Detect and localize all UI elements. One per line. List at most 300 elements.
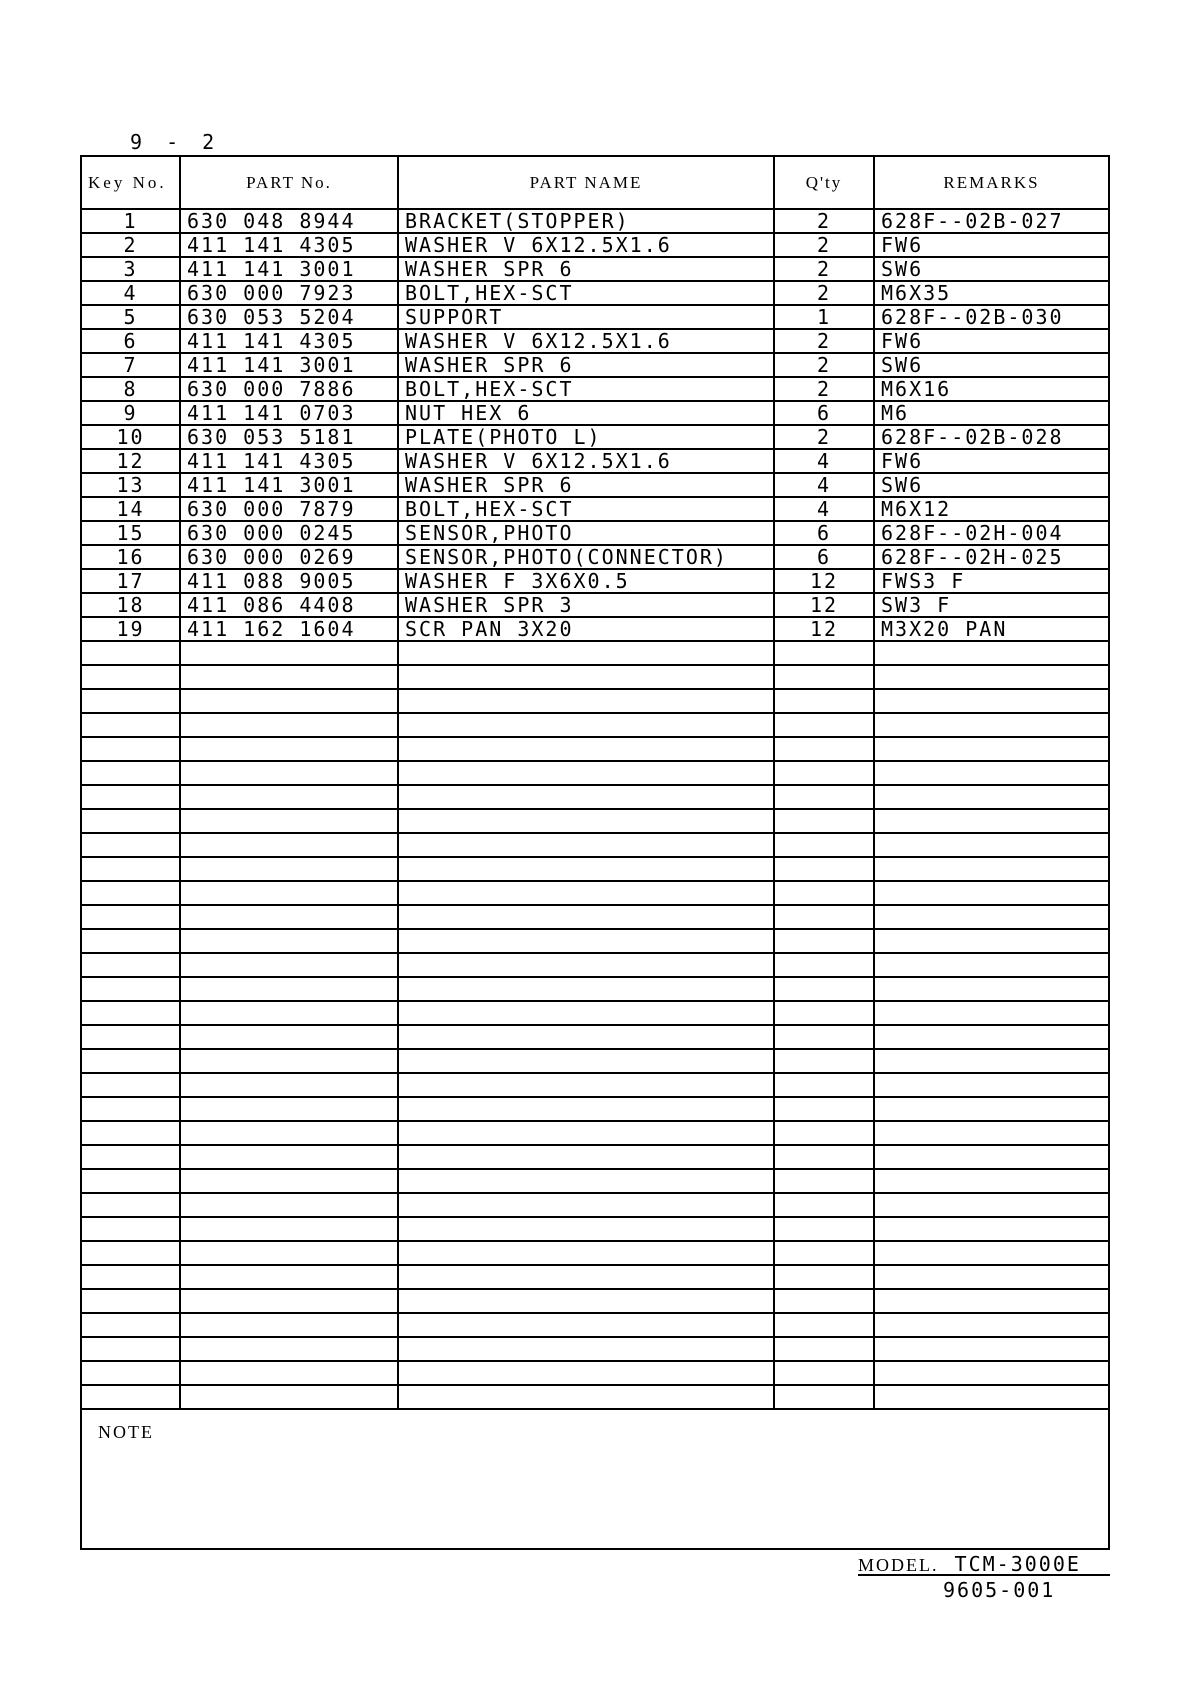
cell-key-no-empty <box>82 761 180 785</box>
cell-qty-empty <box>774 857 874 881</box>
cell-remarks-empty <box>874 833 1108 857</box>
cell-qty-empty <box>774 1049 874 1073</box>
cell-part-no-empty <box>180 905 398 929</box>
document-number: 9605-001 <box>943 1578 1056 1602</box>
cell-remarks: M6X16 <box>874 377 1108 401</box>
cell-qty-empty <box>774 1385 874 1409</box>
cell-remarks: M6X35 <box>874 281 1108 305</box>
cell-part-no: 630 048 8944 <box>180 209 398 233</box>
cell-qty-empty <box>774 761 874 785</box>
cell-remarks: SW6 <box>874 473 1108 497</box>
cell-part-name-empty <box>398 1241 774 1265</box>
table-row <box>82 521 1108 545</box>
cell-part-name-empty <box>398 953 774 977</box>
cell-part-no-empty <box>180 1313 398 1337</box>
cell-qty-empty <box>774 665 874 689</box>
cell-part-no-empty <box>180 977 398 1001</box>
cell-part-no-empty <box>180 1169 398 1193</box>
cell-qty-empty <box>774 905 874 929</box>
cell-qty-empty <box>774 1337 874 1361</box>
cell-key-no-empty <box>82 641 180 665</box>
cell-part-no-empty <box>180 785 398 809</box>
cell-part-name-empty <box>398 1097 774 1121</box>
blank-table-row <box>82 929 1108 953</box>
cell-remarks: M6 <box>874 401 1108 425</box>
cell-part-name-empty <box>398 809 774 833</box>
cell-key-no: 19 <box>82 617 180 641</box>
cell-part-no-empty <box>180 1145 398 1169</box>
table-row <box>82 425 1108 449</box>
cell-remarks-empty <box>874 1097 1108 1121</box>
cell-qty: 1 <box>774 305 874 329</box>
table-row <box>82 377 1108 401</box>
blank-table-row <box>82 1193 1108 1217</box>
cell-key-no-empty <box>82 857 180 881</box>
cell-remarks-empty <box>874 1001 1108 1025</box>
cell-key-no: 10 <box>82 425 180 449</box>
table-row <box>82 617 1108 641</box>
table-row <box>82 329 1108 353</box>
cell-remarks: SW3 F <box>874 593 1108 617</box>
cell-part-name-empty <box>398 737 774 761</box>
cell-key-no-empty <box>82 1361 180 1385</box>
cell-qty-empty <box>774 1217 874 1241</box>
cell-part-name: WASHER SPR 6 <box>398 353 774 377</box>
blank-table-row <box>82 1217 1108 1241</box>
cell-key-no: 15 <box>82 521 180 545</box>
cell-part-name-empty <box>398 1313 774 1337</box>
cell-key-no-empty <box>82 1097 180 1121</box>
cell-qty-empty <box>774 929 874 953</box>
cell-key-no: 16 <box>82 545 180 569</box>
cell-part-no: 411 141 0703 <box>180 401 398 425</box>
cell-remarks-empty <box>874 953 1108 977</box>
cell-remarks: M6X12 <box>874 497 1108 521</box>
cell-part-name: BOLT,HEX-SCT <box>398 281 774 305</box>
model-label: MODEL. <box>858 1555 939 1575</box>
cell-part-name-empty <box>398 641 774 665</box>
cell-key-no-empty <box>82 929 180 953</box>
cell-part-no-empty <box>180 833 398 857</box>
cell-part-no-empty <box>180 1001 398 1025</box>
blank-table-row <box>82 857 1108 881</box>
cell-part-name: BOLT,HEX-SCT <box>398 497 774 521</box>
cell-qty-empty <box>774 1001 874 1025</box>
cell-key-no-empty <box>82 1145 180 1169</box>
cell-part-name-empty <box>398 1337 774 1361</box>
cell-key-no-empty <box>82 665 180 689</box>
cell-part-no-empty <box>180 665 398 689</box>
cell-key-no-empty <box>82 785 180 809</box>
cell-remarks-empty <box>874 1121 1108 1145</box>
cell-key-no-empty <box>82 689 180 713</box>
cell-part-name: SCR PAN 3X20 <box>398 617 774 641</box>
cell-key-no: 14 <box>82 497 180 521</box>
cell-part-no: 630 053 5181 <box>180 425 398 449</box>
cell-qty: 4 <box>774 473 874 497</box>
cell-key-no-empty <box>82 953 180 977</box>
table-row <box>82 545 1108 569</box>
cell-part-no-empty <box>180 713 398 737</box>
cell-key-no-empty <box>82 881 180 905</box>
cell-part-name: WASHER SPR 3 <box>398 593 774 617</box>
cell-part-no: 411 088 9005 <box>180 569 398 593</box>
cell-part-no: 411 141 4305 <box>180 449 398 473</box>
cell-qty-empty <box>774 737 874 761</box>
cell-part-no: 411 141 4305 <box>180 329 398 353</box>
cell-part-name-empty <box>398 1385 774 1409</box>
cell-part-no-empty <box>180 1337 398 1361</box>
blank-table-row <box>82 977 1108 1001</box>
cell-key-no-empty <box>82 1049 180 1073</box>
header-part-name: PART NAME <box>398 157 774 209</box>
cell-remarks: 628F--02B-030 <box>874 305 1108 329</box>
cell-key-no: 2 <box>82 233 180 257</box>
table-row <box>82 449 1108 473</box>
cell-part-name: SENSOR,PHOTO(CONNECTOR) <box>398 545 774 569</box>
blank-table-row <box>82 1265 1108 1289</box>
cell-qty-empty <box>774 1073 874 1097</box>
cell-qty: 4 <box>774 497 874 521</box>
cell-remarks-empty <box>874 1193 1108 1217</box>
cell-remarks: FW6 <box>874 329 1108 353</box>
cell-qty-empty <box>774 977 874 1001</box>
cell-key-no: 8 <box>82 377 180 401</box>
parts-table <box>82 157 1108 1410</box>
cell-part-no-empty <box>180 1049 398 1073</box>
table-row <box>82 473 1108 497</box>
cell-qty-empty <box>774 641 874 665</box>
cell-part-name: WASHER SPR 6 <box>398 473 774 497</box>
cell-part-no-empty <box>180 1217 398 1241</box>
cell-qty: 2 <box>774 425 874 449</box>
cell-remarks-empty <box>874 857 1108 881</box>
cell-part-name: WASHER V 6X12.5X1.6 <box>398 449 774 473</box>
cell-key-no-empty <box>82 1001 180 1025</box>
cell-part-name-empty <box>398 713 774 737</box>
header-qty: Q'ty <box>774 157 874 209</box>
cell-qty: 6 <box>774 401 874 425</box>
cell-qty-empty <box>774 1169 874 1193</box>
blank-table-row <box>82 1289 1108 1313</box>
cell-remarks-empty <box>874 1145 1108 1169</box>
header-key-no: Key No. <box>82 157 180 209</box>
cell-part-no-empty <box>180 881 398 905</box>
cell-key-no-empty <box>82 1337 180 1361</box>
blank-table-row <box>82 1073 1108 1097</box>
cell-remarks-empty <box>874 641 1108 665</box>
blank-table-row <box>82 1097 1108 1121</box>
cell-key-no: 1 <box>82 209 180 233</box>
cell-remarks-empty <box>874 905 1108 929</box>
cell-part-no: 411 141 3001 <box>180 353 398 377</box>
cell-qty-empty <box>774 785 874 809</box>
cell-remarks: FWS3 F <box>874 569 1108 593</box>
blank-table-row <box>82 665 1108 689</box>
cell-part-name-empty <box>398 977 774 1001</box>
cell-part-name-empty <box>398 1169 774 1193</box>
blank-table-row <box>82 1145 1108 1169</box>
cell-part-name-empty <box>398 1265 774 1289</box>
cell-qty: 6 <box>774 521 874 545</box>
cell-part-no-empty <box>180 809 398 833</box>
cell-qty-empty <box>774 809 874 833</box>
cell-key-no-empty <box>82 1313 180 1337</box>
cell-remarks-empty <box>874 1049 1108 1073</box>
blank-table-row <box>82 881 1108 905</box>
cell-part-name-empty <box>398 1073 774 1097</box>
cell-key-no-empty <box>82 1289 180 1313</box>
cell-key-no-empty <box>82 833 180 857</box>
cell-key-no-empty <box>82 1265 180 1289</box>
cell-part-no-empty <box>180 1193 398 1217</box>
cell-remarks: 628F--02B-028 <box>874 425 1108 449</box>
cell-qty-empty <box>774 953 874 977</box>
cell-qty-empty <box>774 1265 874 1289</box>
cell-remarks-empty <box>874 737 1108 761</box>
cell-part-no-empty <box>180 929 398 953</box>
cell-part-name-empty <box>398 665 774 689</box>
cell-part-name-empty <box>398 1145 774 1169</box>
cell-key-no-empty <box>82 713 180 737</box>
cell-part-name: WASHER V 6X12.5X1.6 <box>398 329 774 353</box>
cell-remarks-empty <box>874 1265 1108 1289</box>
cell-part-no-empty <box>180 641 398 665</box>
cell-key-no-empty <box>82 809 180 833</box>
cell-part-no: 630 000 0269 <box>180 545 398 569</box>
cell-remarks: SW6 <box>874 257 1108 281</box>
cell-part-name: SENSOR,PHOTO <box>398 521 774 545</box>
header-part-no: PART No. <box>180 157 398 209</box>
table-row <box>82 209 1108 233</box>
model-value: TCM-3000E <box>954 1552 1081 1576</box>
cell-qty: 2 <box>774 329 874 353</box>
cell-part-no-empty <box>180 953 398 977</box>
cell-part-name: WASHER V 6X12.5X1.6 <box>398 233 774 257</box>
cell-part-no: 411 141 3001 <box>180 473 398 497</box>
cell-qty-empty <box>774 1145 874 1169</box>
cell-part-name-empty <box>398 905 774 929</box>
cell-qty-empty <box>774 833 874 857</box>
cell-remarks-empty <box>874 761 1108 785</box>
cell-remarks-empty <box>874 881 1108 905</box>
cell-qty-empty <box>774 1289 874 1313</box>
cell-qty-empty <box>774 1097 874 1121</box>
cell-part-name-empty <box>398 1001 774 1025</box>
cell-part-no: 411 141 4305 <box>180 233 398 257</box>
cell-part-no: 411 162 1604 <box>180 617 398 641</box>
cell-part-name: WASHER F 3X6X0.5 <box>398 569 774 593</box>
cell-qty: 4 <box>774 449 874 473</box>
blank-table-row <box>82 737 1108 761</box>
cell-key-no-empty <box>82 905 180 929</box>
cell-remarks-empty <box>874 1385 1108 1409</box>
note-area <box>82 1410 1108 1550</box>
cell-key-no: 6 <box>82 329 180 353</box>
cell-remarks-empty <box>874 1169 1108 1193</box>
table-row <box>82 305 1108 329</box>
blank-table-row <box>82 809 1108 833</box>
cell-remarks: FW6 <box>874 449 1108 473</box>
cell-part-name: WASHER SPR 6 <box>398 257 774 281</box>
cell-part-no-empty <box>180 1073 398 1097</box>
cell-part-no: 630 000 7879 <box>180 497 398 521</box>
cell-part-name: SUPPORT <box>398 305 774 329</box>
cell-qty-empty <box>774 713 874 737</box>
table-row <box>82 569 1108 593</box>
cell-remarks-empty <box>874 809 1108 833</box>
cell-remarks-empty <box>874 977 1108 1001</box>
cell-key-no: 3 <box>82 257 180 281</box>
cell-qty-empty <box>774 1313 874 1337</box>
cell-remarks-empty <box>874 785 1108 809</box>
cell-part-name: NUT HEX 6 <box>398 401 774 425</box>
blank-table-row <box>82 689 1108 713</box>
cell-key-no-empty <box>82 1193 180 1217</box>
table-row <box>82 593 1108 617</box>
cell-key-no-empty <box>82 1169 180 1193</box>
cell-part-name-empty <box>398 1361 774 1385</box>
cell-remarks-empty <box>874 1313 1108 1337</box>
cell-remarks-empty <box>874 1217 1108 1241</box>
cell-qty: 2 <box>774 209 874 233</box>
cell-part-name-empty <box>398 1289 774 1313</box>
cell-part-no-empty <box>180 1385 398 1409</box>
cell-remarks-empty <box>874 665 1108 689</box>
cell-remarks: 628F--02B-027 <box>874 209 1108 233</box>
model-line <box>858 1552 1110 1576</box>
cell-part-no-empty <box>180 1265 398 1289</box>
cell-part-no-empty <box>180 1025 398 1049</box>
cell-remarks-empty <box>874 1073 1108 1097</box>
cell-key-no-empty <box>82 1385 180 1409</box>
cell-part-name-empty <box>398 857 774 881</box>
table-row <box>82 233 1108 257</box>
cell-key-no-empty <box>82 1217 180 1241</box>
cell-key-no: 13 <box>82 473 180 497</box>
cell-part-no-empty <box>180 1289 398 1313</box>
blank-table-row <box>82 1001 1108 1025</box>
blank-table-row <box>82 953 1108 977</box>
cell-qty: 12 <box>774 569 874 593</box>
cell-key-no: 5 <box>82 305 180 329</box>
blank-table-row <box>82 1169 1108 1193</box>
cell-remarks-empty <box>874 1289 1108 1313</box>
cell-remarks: M3X20 PAN <box>874 617 1108 641</box>
table-row <box>82 497 1108 521</box>
blank-table-row <box>82 641 1108 665</box>
cell-qty-empty <box>774 1241 874 1265</box>
cell-part-name-empty <box>398 689 774 713</box>
cell-remarks-empty <box>874 1337 1108 1361</box>
cell-key-no: 9 <box>82 401 180 425</box>
cell-part-name-empty <box>398 1121 774 1145</box>
cell-qty: 2 <box>774 377 874 401</box>
note-label: NOTE <box>98 1422 154 1442</box>
blank-table-row <box>82 1241 1108 1265</box>
cell-key-no-empty <box>82 1073 180 1097</box>
cell-part-name-empty <box>398 929 774 953</box>
table-row <box>82 257 1108 281</box>
parts-list-sheet <box>80 155 1110 1550</box>
cell-qty-empty <box>774 1193 874 1217</box>
cell-remarks-empty <box>874 1361 1108 1385</box>
blank-table-row <box>82 785 1108 809</box>
cell-part-name-empty <box>398 1217 774 1241</box>
blank-table-row <box>82 1313 1108 1337</box>
cell-part-name: PLATE(PHOTO L) <box>398 425 774 449</box>
cell-part-name: BRACKET(STOPPER) <box>398 209 774 233</box>
cell-remarks-empty <box>874 689 1108 713</box>
cell-part-name-empty <box>398 761 774 785</box>
cell-qty: 2 <box>774 353 874 377</box>
cell-qty-empty <box>774 689 874 713</box>
blank-table-row <box>82 1025 1108 1049</box>
cell-remarks-empty <box>874 713 1108 737</box>
blank-table-row <box>82 761 1108 785</box>
cell-remarks: SW6 <box>874 353 1108 377</box>
cell-key-no: 18 <box>82 593 180 617</box>
cell-part-name-empty <box>398 1049 774 1073</box>
cell-qty-empty <box>774 881 874 905</box>
blank-table-row <box>82 833 1108 857</box>
cell-remarks: FW6 <box>874 233 1108 257</box>
header-remarks: REMARKS <box>874 157 1108 209</box>
cell-qty: 2 <box>774 281 874 305</box>
cell-qty: 2 <box>774 233 874 257</box>
cell-remarks-empty <box>874 1025 1108 1049</box>
cell-key-no: 4 <box>82 281 180 305</box>
table-row <box>82 353 1108 377</box>
cell-qty-empty <box>774 1025 874 1049</box>
cell-part-no-empty <box>180 689 398 713</box>
cell-qty: 12 <box>774 617 874 641</box>
blank-table-row <box>82 1385 1108 1409</box>
cell-part-no-empty <box>180 737 398 761</box>
cell-part-no-empty <box>180 1121 398 1145</box>
cell-qty: 6 <box>774 545 874 569</box>
cell-part-name-empty <box>398 785 774 809</box>
cell-qty-empty <box>774 1121 874 1145</box>
cell-part-no: 630 053 5204 <box>180 305 398 329</box>
cell-key-no-empty <box>82 1121 180 1145</box>
parts-table-body <box>82 209 1108 1409</box>
cell-key-no: 7 <box>82 353 180 377</box>
blank-table-row <box>82 1361 1108 1385</box>
cell-part-no: 630 000 0245 <box>180 521 398 545</box>
cell-key-no-empty <box>82 977 180 1001</box>
cell-remarks: 628F--02H-004 <box>874 521 1108 545</box>
blank-table-row <box>82 905 1108 929</box>
blank-table-row <box>82 1337 1108 1361</box>
cell-key-no: 12 <box>82 449 180 473</box>
cell-part-no: 411 141 3001 <box>180 257 398 281</box>
cell-part-no-empty <box>180 857 398 881</box>
cell-key-no-empty <box>82 1025 180 1049</box>
cell-remarks-empty <box>874 1241 1108 1265</box>
cell-key-no-empty <box>82 1241 180 1265</box>
cell-key-no: 17 <box>82 569 180 593</box>
cell-qty: 2 <box>774 257 874 281</box>
cell-remarks: 628F--02H-025 <box>874 545 1108 569</box>
cell-part-no-empty <box>180 1097 398 1121</box>
cell-part-no: 630 000 7886 <box>180 377 398 401</box>
cell-part-no: 411 086 4408 <box>180 593 398 617</box>
cell-remarks-empty <box>874 929 1108 953</box>
cell-part-name-empty <box>398 1025 774 1049</box>
cell-qty: 12 <box>774 593 874 617</box>
cell-part-no: 630 000 7923 <box>180 281 398 305</box>
